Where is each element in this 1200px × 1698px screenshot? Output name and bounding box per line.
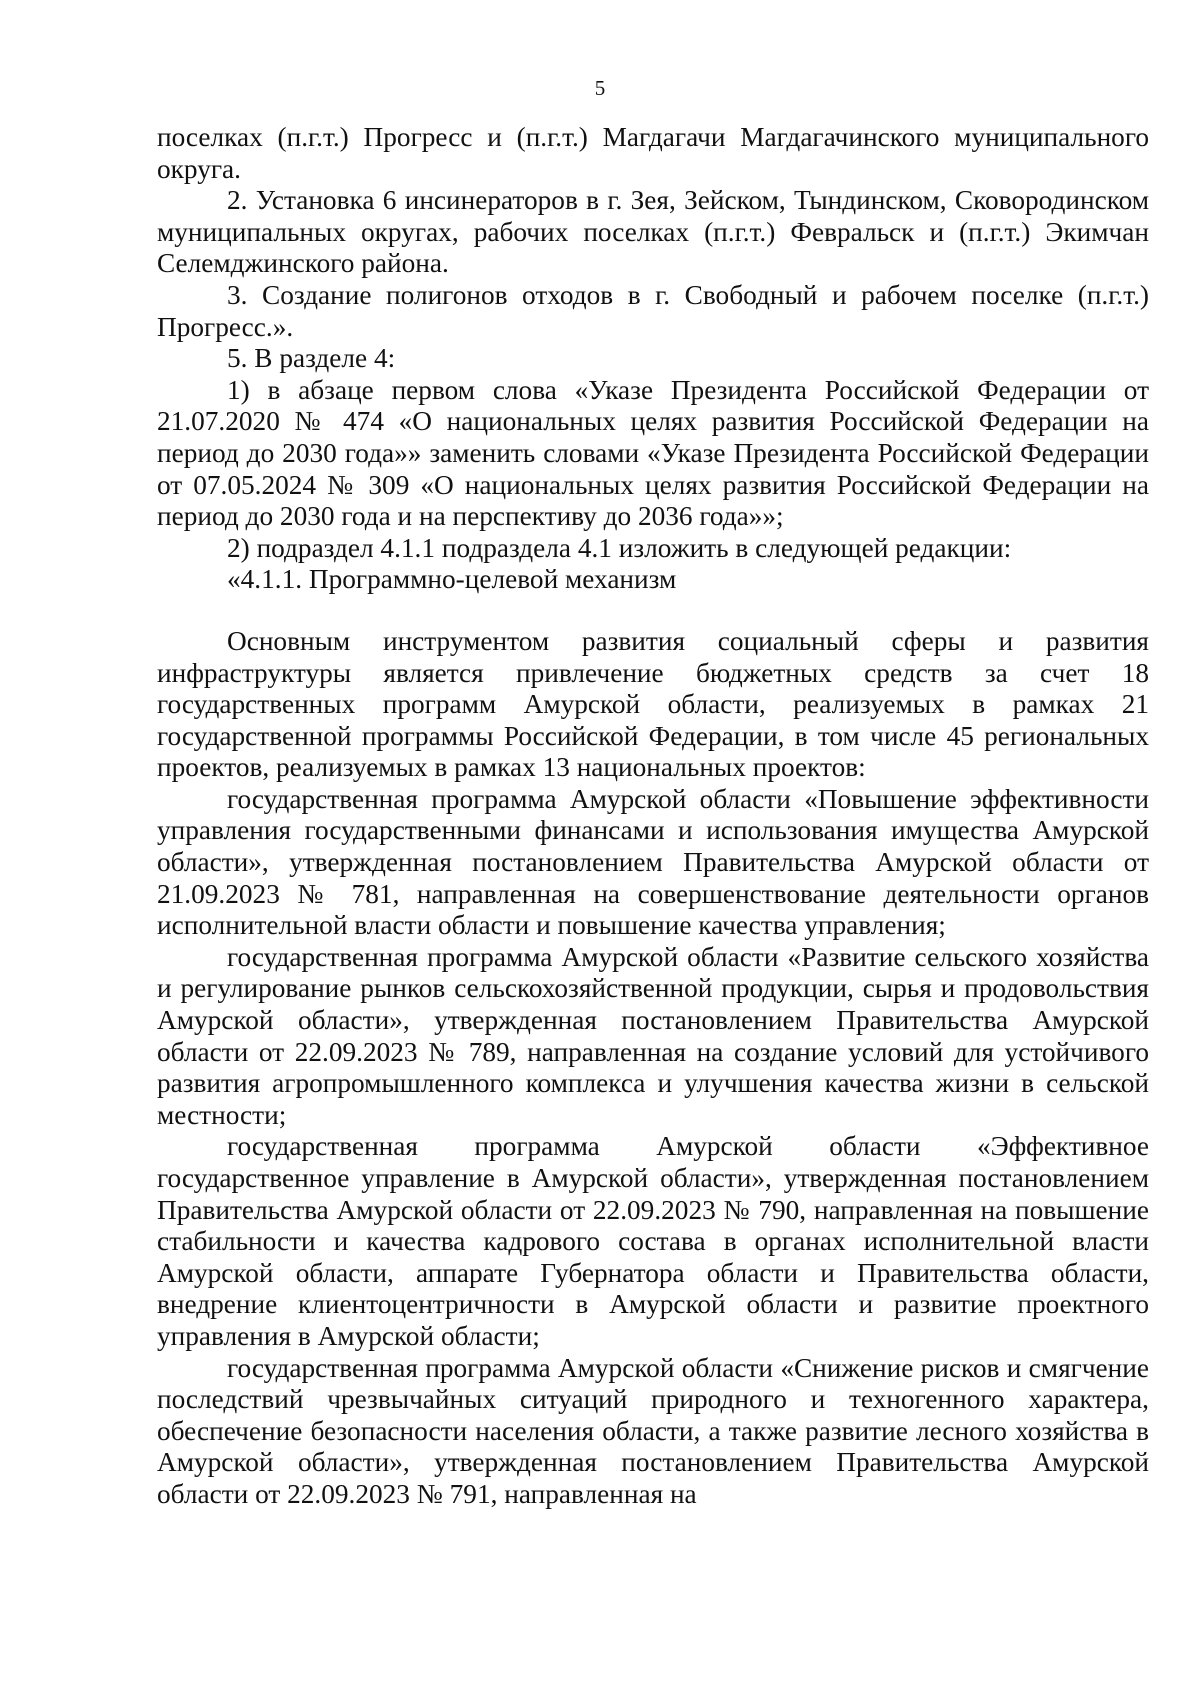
page-number: 5 — [594, 76, 606, 100]
document-body — [157, 122, 1149, 1511]
paragraph: государственная программа Амурской области «Эффективное государственное управление в Амурской области», утвержденная постановлением Правительства Амурской области от 22.09.2023 № 790, направленная на повышение стабильности и качества кадрового состава в органах исполнительной власти Амурской области, аппарате Губернатора области и Правительства области, внедрение клиентоцентричности в Амурской области и развитие проектного управления в Амурской области; — [157, 1131, 1149, 1351]
paragraph: государственная программа Амурской области «Снижение рисков и смягчение последствий чрезвычайных ситуаций природного и техногенного характера, обеспечение безопасности населения области, а также развитие лесного хозяйства в Амурской области», утвержденная постановлением Правительства Амурской области от 22.09.2023 № 791, направленная на — [157, 1352, 1149, 1509]
paragraph: 2. Установка 6 инсинераторов в г. Зея, Зейском, Тындинском, Сковородинском муниципальных округах, рабочих поселках (п.г.т.) Февральск и (п.г.т.) Экимчан Селемджинского района. — [157, 185, 1149, 279]
paragraph: 3. Создание полигонов отходов в г. Свободный и рабочем поселке (п.г.т.) Прогресс.». — [157, 279, 1149, 342]
paragraph: государственная программа Амурской области «Повышение эффективности управления государственными финансами и использования имущества Амурской области», утвержденная постановлением Правительства Амурской области от 21.09.2023 № 781, направленная на совершенствование деятельности органов исполнительной власти области и повышение качества управления; — [157, 783, 1149, 941]
paragraph: 2) подраздел 4.1.1 подраздела 4.1 изложить в следующей редакции: — [227, 532, 1012, 563]
paragraph: поселках (п.г.т.) Прогресс и (п.г.т.) Магдагачи Магдагачинского муниципального округа. — [157, 122, 1149, 184]
paragraph: «4.1.1. Программно-целевой механизм — [227, 564, 677, 595]
paragraph: 5. В разделе 4: — [227, 343, 396, 374]
paragraph: Основным инструментом развития социальный сферы и развития инфраструктуры является привлечение бюджетных средств за счет 18 государственных программ Амурской области, реализуемых в рамках 21 государственной программы Российской Федерации, в том числе 45 региональных проектов, реализуемых в рамках 13 национальных проектов: — [157, 625, 1149, 783]
paragraph: 1) в абзаце первом слова «Указе Президента Российской Федерации от 21.07.2020 № 474 «О национальных целях развития Российской Федерации на период до 2030 года»» заменить словами «Указе Президента Российской Федерации от 07.05.2024 № 309 «О национальных целях развития Российской Федерации на период до 2030 года и на перспективу до 2036 года»»; — [157, 374, 1149, 532]
paragraph: государственная программа Амурской области «Развитие сельского хозяйства и регулирование рынков сельскохозяйственной продукции, сырья и продовольствия Амурской области», утвержденная постановлением Правительства Амурской области от 22.09.2023 № 789, направленная на создание условий для устойчивого развития агропромышленного комплекса и улучшения качества жизни в сельской местности; — [157, 941, 1149, 1130]
